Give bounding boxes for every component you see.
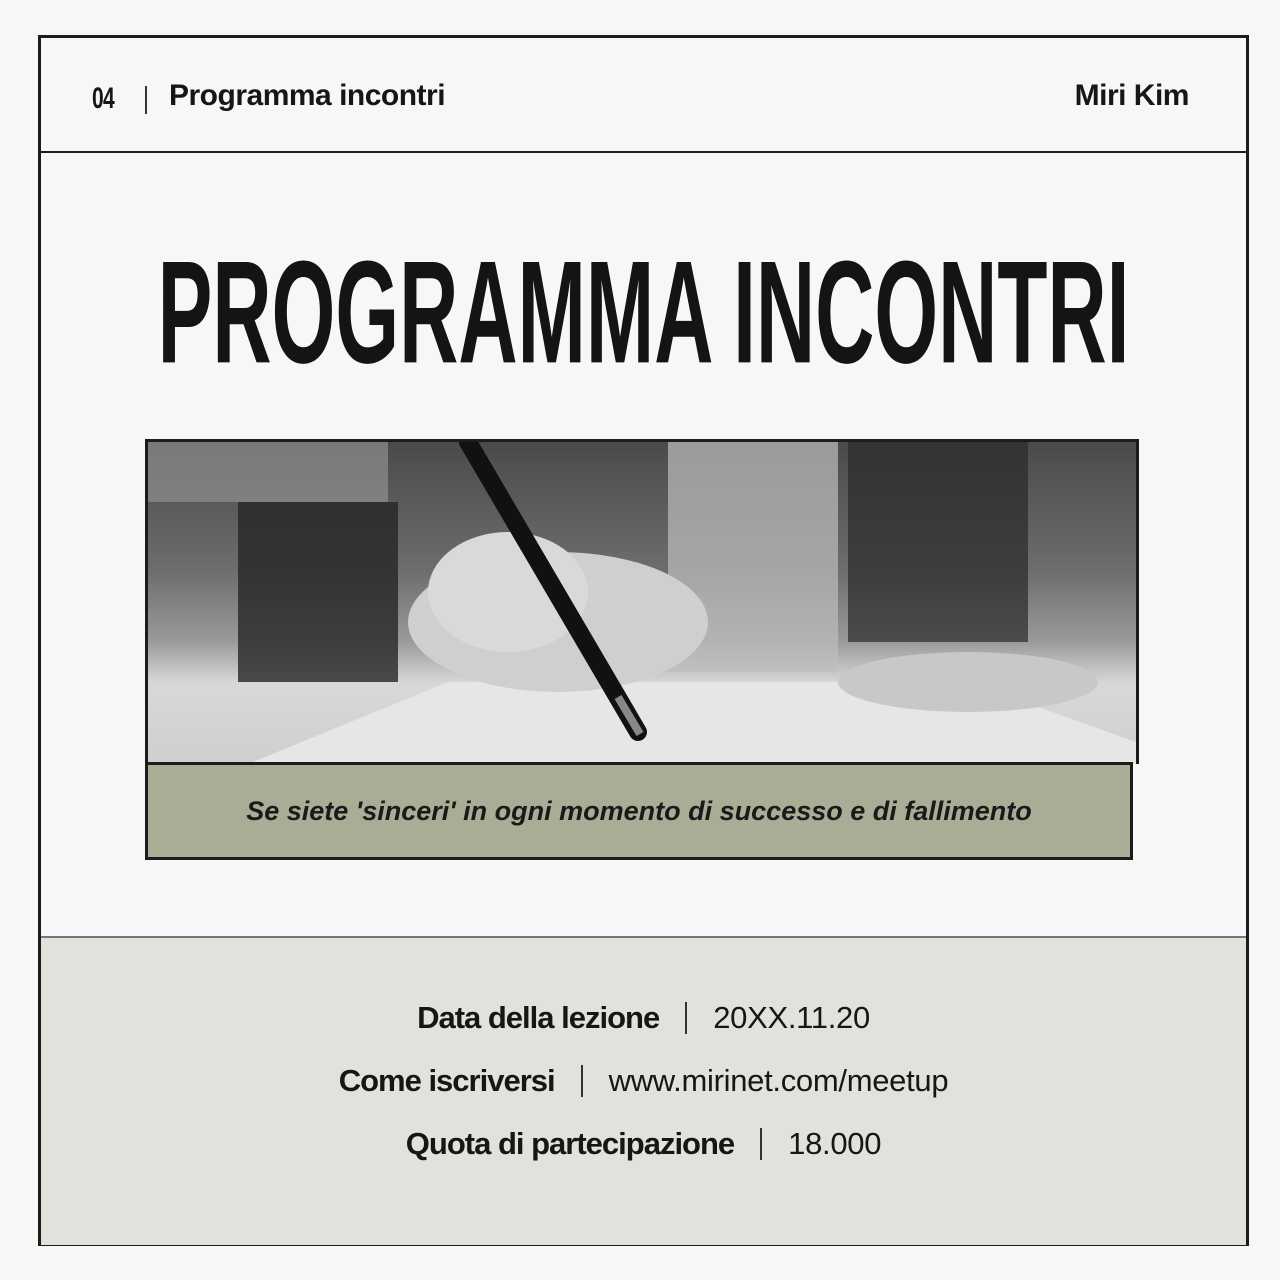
info-value: 18.000 — [788, 1126, 882, 1161]
header-divider — [145, 86, 147, 114]
info-label: Data della lezione — [417, 1000, 660, 1035]
info-divider — [760, 1128, 762, 1160]
info-row-fee — [41, 1126, 1246, 1162]
info-divider — [685, 1002, 687, 1034]
caption-band — [145, 762, 1133, 860]
caption-text: Se siete 'sinceri' in ogni momento di successo e di fallimento — [246, 795, 1032, 826]
info-link[interactable]: www.mirinet.com/meetup — [608, 1063, 949, 1098]
header — [41, 38, 1246, 153]
info-panel — [41, 936, 1246, 1245]
info-divider — [581, 1065, 583, 1097]
hand-writing-photo — [145, 439, 1139, 764]
section-title: Programma incontri — [169, 79, 446, 112]
info-row-date — [41, 1000, 1246, 1036]
info-label: Come iscriversi — [338, 1063, 555, 1098]
hand-writing-with-pen-icon — [148, 442, 1136, 764]
author-name: Miri Kim — [1074, 79, 1189, 112]
info-label: Quota di partecipazione — [405, 1126, 735, 1161]
info-value: 20XX.11.20 — [713, 1000, 870, 1035]
poster-frame — [38, 35, 1249, 1246]
page-number: 04 — [92, 82, 114, 115]
page-title — [41, 231, 1246, 395]
page-title-text: PROGRAMMA INCONTRI — [157, 231, 1130, 395]
info-row-signup — [41, 1063, 1246, 1099]
